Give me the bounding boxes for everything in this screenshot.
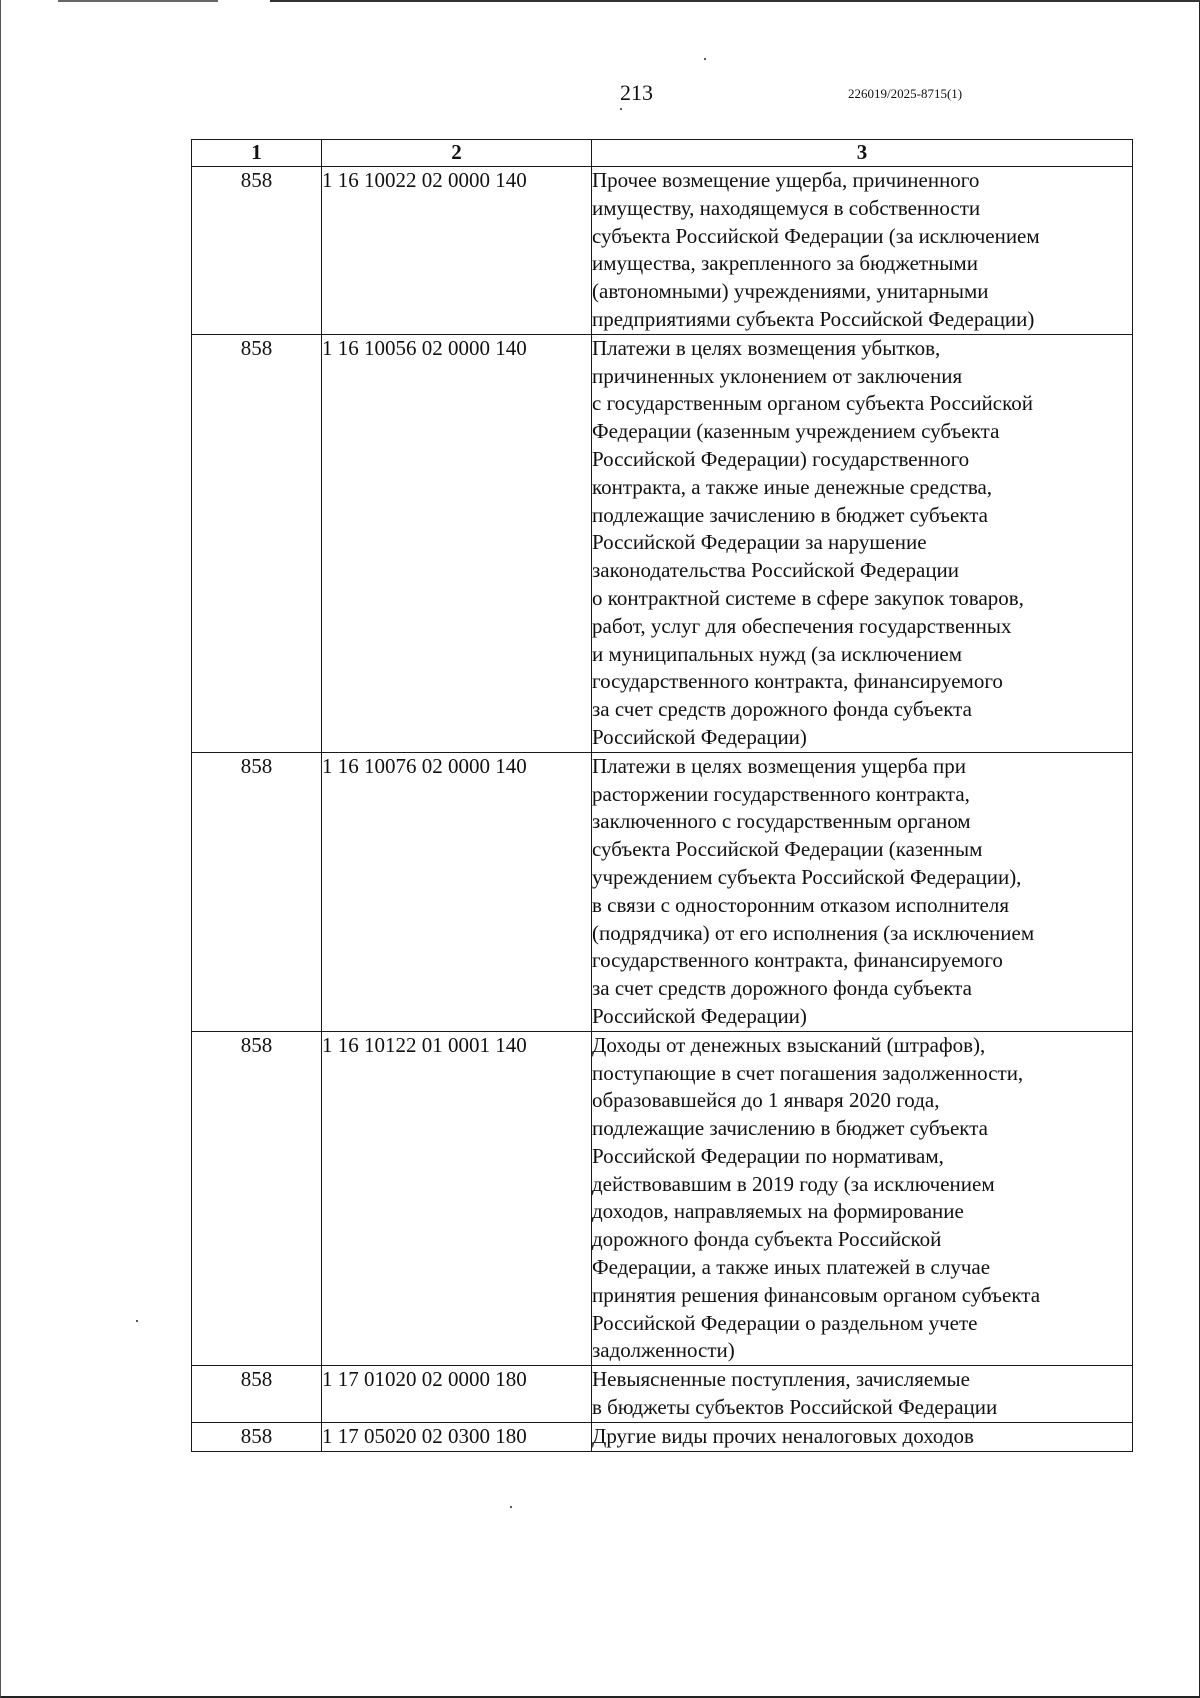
description-line: образовавшейся до 1 января 2020 года, [592,1088,940,1113]
description-line: Российской Федерации за нарушение [592,530,927,555]
scan-speck [620,108,622,110]
description-cell [592,1031,1133,1366]
scan-speck [136,1320,138,1322]
column-header-2: 2 [322,140,592,167]
description-cell [592,1366,1133,1423]
description-line: работ, услуг для обеспечения государственных [592,613,1012,638]
scan-speck [510,1506,512,1508]
description-line: подлежащие зачислению в бюджет субъекта [592,502,988,527]
description-line: государственного контракта, финансируемого [592,669,1003,694]
description-line: Платежи в целях возмещения ущерба при [592,753,967,778]
description-line: законодательства Российской Федерации [592,558,960,583]
budget-code-cell: 1 16 10056 02 0000 140 [322,334,592,752]
description-line: Российской Федерации о раздельном учете [592,1310,978,1335]
table-row [192,752,1133,1031]
table-row [192,1366,1133,1423]
description-line: (автономными) учреждениями, унитарными [592,279,989,304]
description-line: принятия решения финансовым органом субъекта [592,1282,1041,1307]
table-row [192,167,1133,335]
column-header-3: 3 [592,140,1133,167]
description-cell [592,1422,1133,1451]
admin-code-cell: 858 [192,1366,322,1423]
description-line: с государственным органом субъекта Российской [592,391,1033,416]
scan-top-edge-left [58,0,218,2]
budget-code-cell: 1 16 10076 02 0000 140 [322,752,592,1031]
description-line: задолженности) [592,1338,735,1363]
description-line: доходов, направляемых на формирование [592,1199,964,1224]
description-line: действовавшим в 2019 году (за исключением [592,1171,995,1196]
description-line: заключенного с государственным органом [592,809,971,834]
table-row [192,1031,1133,1366]
description-line: субъекта Российской Федерации (за исключением [592,223,1040,248]
budget-code-cell: 1 16 10122 01 0001 140 [322,1031,592,1366]
admin-code-cell: 858 [192,1422,322,1451]
scan-top-edge [270,0,1200,2]
description-line: имущества, закрепленного за бюджетными [592,251,978,276]
description-line: дорожного фонда субъекта Российской [592,1227,942,1252]
admin-code-cell: 858 [192,1031,322,1366]
budget-code-cell: 1 16 10022 02 0000 140 [322,167,592,335]
description-line: Российской Федерации) [592,724,807,749]
description-line: (подрядчика) от его исполнения (за исключением [592,920,1035,945]
description-line: Платежи в целях возмещения убытков, [592,335,941,360]
budget-codes-table [191,139,1133,1452]
description-line: Другие виды прочих неналоговых доходов [592,1423,974,1448]
description-line: причиненных уклонением от заключения [592,363,963,388]
description-line: Прочее возмещение ущерба, причиненного [592,168,980,192]
description-line: подлежащие зачислению в бюджет субъекта [592,1116,988,1141]
table-body [192,167,1133,1452]
page-number: 213 [620,80,653,105]
description-line: поступающие в счет погашения задолженности, [592,1060,1024,1085]
description-line: Федерации, а также иных платежей в случае [592,1255,991,1280]
description-line: Доходы от денежных взысканий (штрафов), [592,1032,986,1057]
description-cell [592,167,1133,335]
admin-code-cell: 858 [192,334,322,752]
description-line: за счет средств дорожного фонда субъекта [592,976,972,1001]
description-line: в связи с односторонним отказом исполнителя [592,892,1009,917]
document-code: 226019/2025-8715(1) [848,86,963,101]
description-line: и муниципальных нужд (за исключением [592,641,962,666]
description-line: расторжении государственного контракта, [592,781,970,806]
table-header-row [192,140,1133,167]
description-line: Федерации (казенным учреждением субъекта [592,419,1000,444]
description-line: Российской Федерации) [592,1003,807,1028]
description-line: предприятиями субъекта Российской Федерации) [592,306,1035,331]
budget-code-cell: 1 17 05020 02 0300 180 [322,1422,592,1451]
description-cell [592,334,1133,752]
table-row [192,1422,1133,1451]
description-line: имуществу, находящемуся в собственности [592,195,981,220]
description-line: контракта, а также иные денежные средства, [592,474,993,499]
description-line: государственного контракта, финансируемого [592,948,1003,973]
scan-speck [704,58,706,60]
description-line: Российской Федерации по нормативам, [592,1143,944,1168]
table-row [192,334,1133,752]
description-line: в бюджеты субъектов Российской Федерации [592,1395,998,1420]
admin-code-cell: 858 [192,167,322,335]
column-header-1: 1 [192,140,322,167]
budget-code-cell: 1 17 01020 02 0000 180 [322,1366,592,1423]
description-line: о контрактной системе в сфере закупок товаров, [592,585,1024,610]
description-line: за счет средств дорожного фонда субъекта [592,697,972,722]
description-cell [592,752,1133,1031]
description-line: Российской Федерации) государственного [592,446,970,471]
description-line: учреждением субъекта Российской Федерации), [592,864,1022,889]
admin-code-cell: 858 [192,752,322,1031]
description-line: Невыясненные поступления, зачисляемые [592,1367,970,1392]
description-line: субъекта Российской Федерации (казенным [592,837,983,862]
